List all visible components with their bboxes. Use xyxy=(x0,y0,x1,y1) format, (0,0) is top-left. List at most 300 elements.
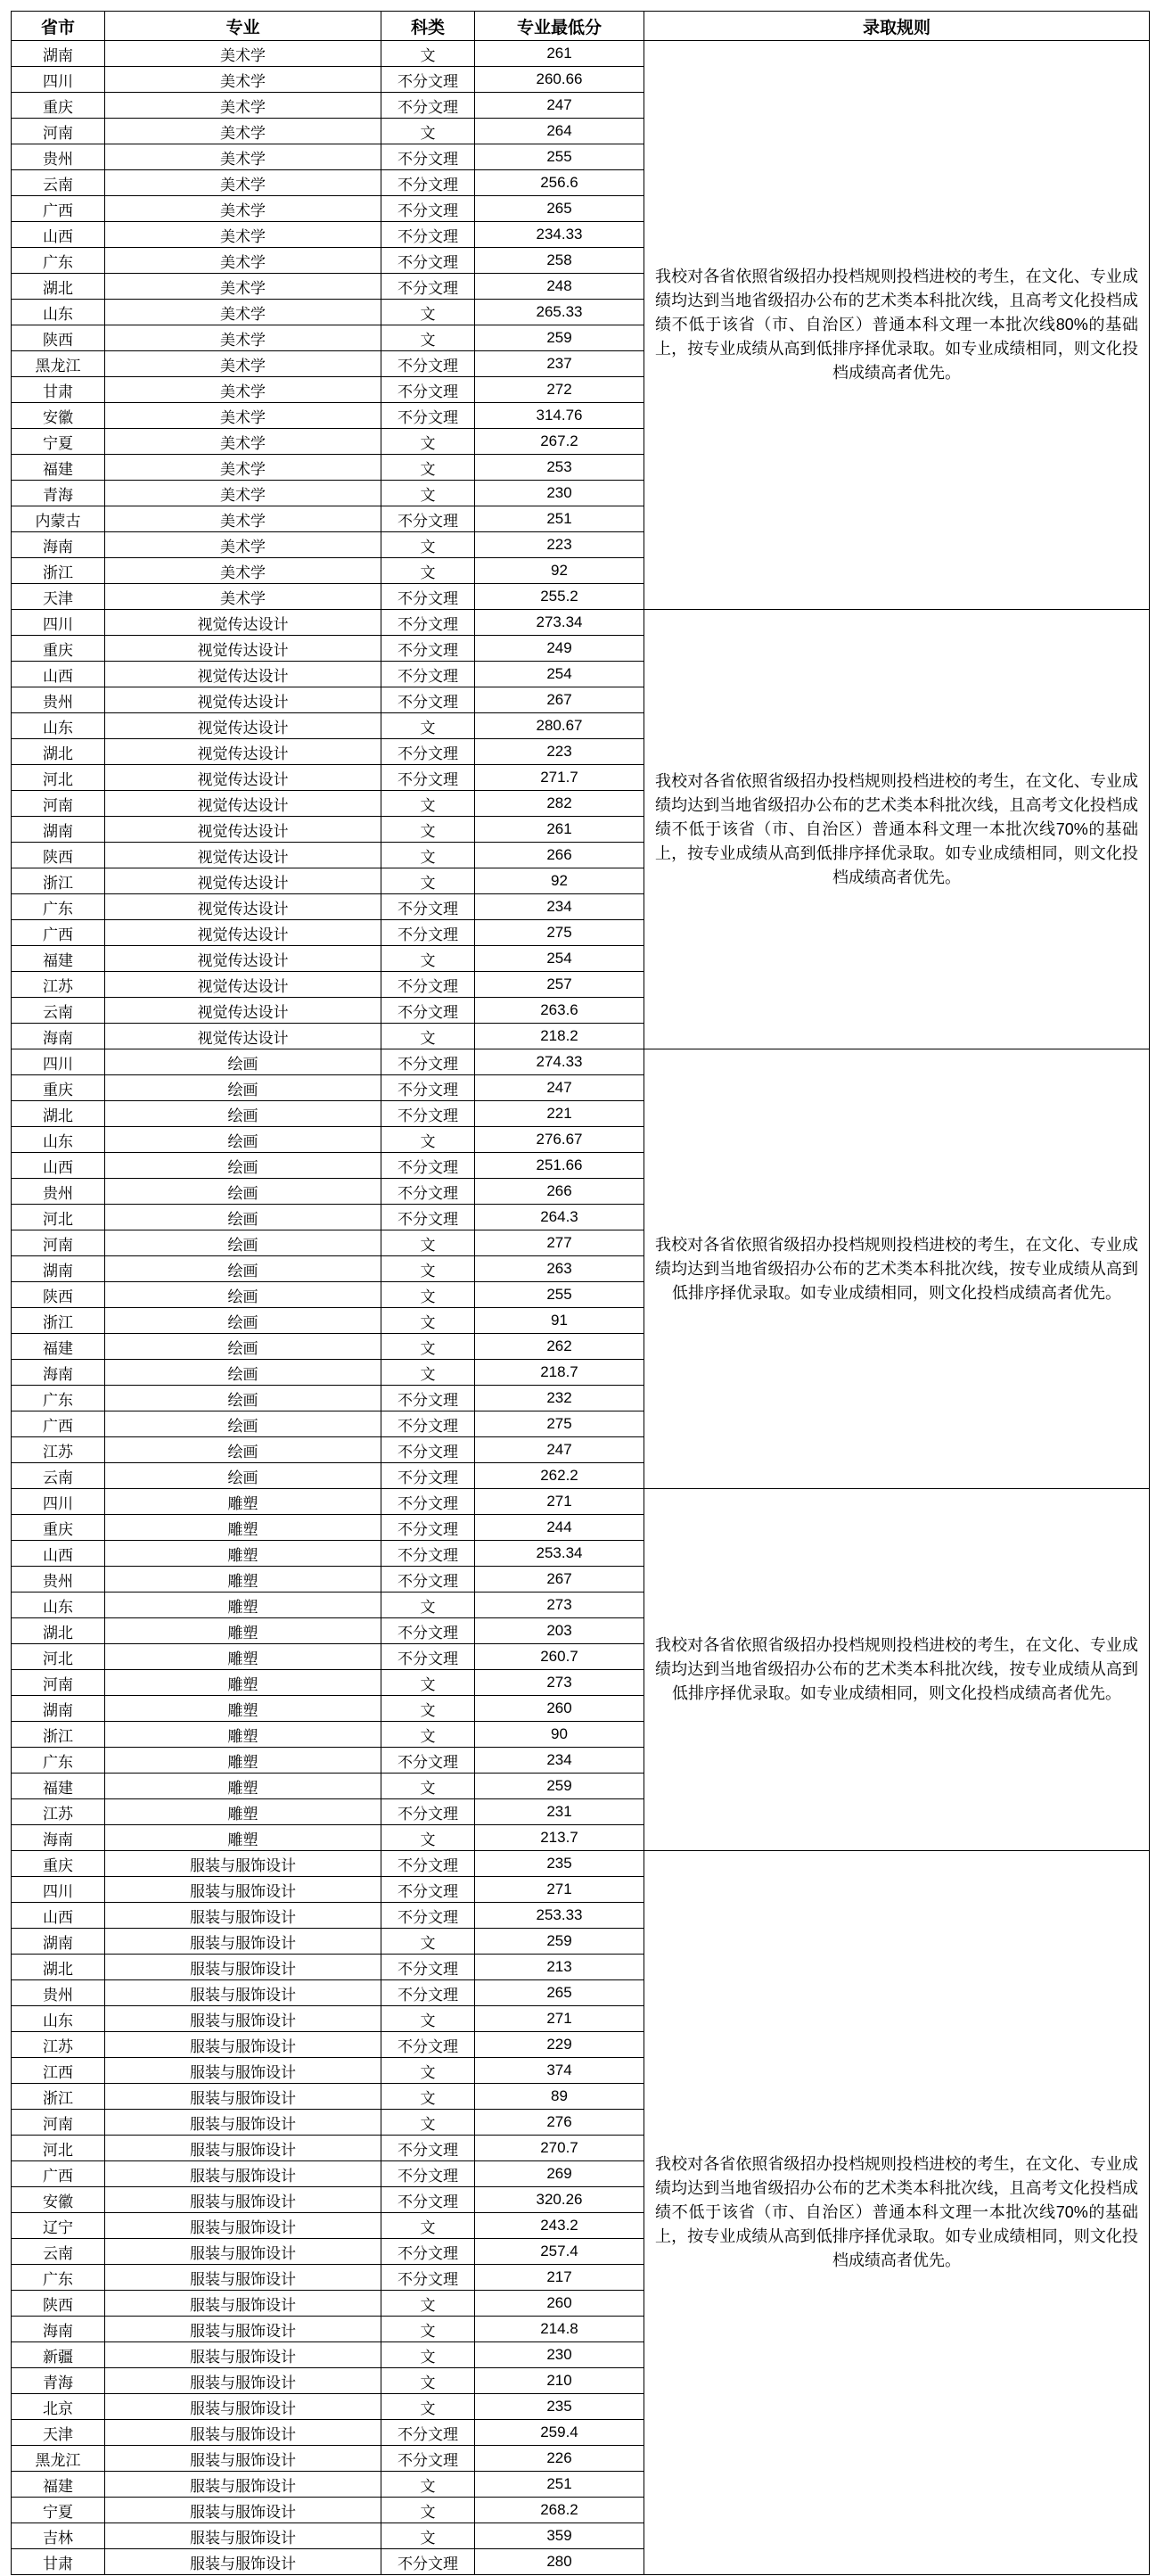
major-cell: 视觉传达设计 xyxy=(105,998,381,1024)
major-cell: 美术学 xyxy=(105,93,381,119)
major-cell: 绘画 xyxy=(105,1205,381,1230)
province-cell: 广东 xyxy=(12,2265,105,2291)
major-cell: 美术学 xyxy=(105,481,381,506)
score-cell: 255.2 xyxy=(475,584,644,610)
major-cell: 绘画 xyxy=(105,1360,381,1386)
major-cell: 绘画 xyxy=(105,1256,381,1282)
header-row xyxy=(12,12,1150,41)
province-cell: 江苏 xyxy=(12,1437,105,1463)
category-cell: 不分文理 xyxy=(381,1618,475,1644)
score-cell: 92 xyxy=(475,868,644,894)
major-cell: 绘画 xyxy=(105,1101,381,1127)
score-cell: 237 xyxy=(475,351,644,377)
score-cell: 259 xyxy=(475,325,644,351)
score-cell: 244 xyxy=(475,1515,644,1541)
major-cell: 美术学 xyxy=(105,196,381,222)
province-cell: 安徽 xyxy=(12,2187,105,2213)
score-cell: 270.7 xyxy=(475,2136,644,2161)
province-cell: 江苏 xyxy=(12,1799,105,1825)
admission-rule-cell: 我校对各省依照省级招办投档规则投档进校的考生，在文化、专业成绩均达到当地省级招办公布的艺术类本科批次线，且高考文化投档成绩不低于该省（市、自治区）普通本科文理一本批次线80%的基础上，按专业成绩从高到低排序择优录取。如专业成绩相同，则文化投档成绩高者优先。 xyxy=(644,41,1150,610)
major-cell: 美术学 xyxy=(105,403,381,429)
province-cell: 湖北 xyxy=(12,1955,105,1980)
score-cell: 259 xyxy=(475,1774,644,1799)
major-cell: 视觉传达设计 xyxy=(105,610,381,636)
category-cell: 文 xyxy=(381,1670,475,1696)
category-cell: 文 xyxy=(381,481,475,506)
province-cell: 山东 xyxy=(12,713,105,739)
province-cell: 海南 xyxy=(12,1360,105,1386)
score-cell: 91 xyxy=(475,1308,644,1334)
score-cell: 273 xyxy=(475,1670,644,1696)
major-cell: 绘画 xyxy=(105,1153,381,1179)
province-cell: 陕西 xyxy=(12,1282,105,1308)
score-cell: 267.2 xyxy=(475,429,644,455)
province-cell: 北京 xyxy=(12,2394,105,2420)
major-cell: 美术学 xyxy=(105,144,381,170)
major-cell: 服装与服饰设计 xyxy=(105,2472,381,2498)
score-cell: 269 xyxy=(475,2161,644,2187)
major-cell: 服装与服饰设计 xyxy=(105,2187,381,2213)
score-cell: 92 xyxy=(475,558,644,584)
category-cell: 不分文理 xyxy=(381,687,475,713)
major-cell: 视觉传达设计 xyxy=(105,713,381,739)
province-cell: 天津 xyxy=(12,2420,105,2446)
major-cell: 雕塑 xyxy=(105,1515,381,1541)
category-cell: 文 xyxy=(381,2006,475,2032)
major-cell: 绘画 xyxy=(105,1386,381,1411)
province-cell: 河北 xyxy=(12,1205,105,1230)
province-cell: 湖南 xyxy=(12,817,105,843)
major-cell: 绘画 xyxy=(105,1334,381,1360)
major-cell: 雕塑 xyxy=(105,1567,381,1593)
score-cell: 253 xyxy=(475,455,644,481)
category-cell: 不分文理 xyxy=(381,1463,475,1489)
category-cell: 文 xyxy=(381,1334,475,1360)
province-cell: 山东 xyxy=(12,2006,105,2032)
major-cell: 服装与服饰设计 xyxy=(105,2420,381,2446)
province-cell: 江苏 xyxy=(12,2032,105,2058)
major-cell: 雕塑 xyxy=(105,1825,381,1851)
province-cell: 河南 xyxy=(12,119,105,144)
major-cell: 服装与服饰设计 xyxy=(105,2136,381,2161)
score-cell: 282 xyxy=(475,791,644,817)
major-cell: 美术学 xyxy=(105,119,381,144)
major-cell: 服装与服饰设计 xyxy=(105,2342,381,2368)
province-cell: 山西 xyxy=(12,662,105,687)
category-cell: 不分文理 xyxy=(381,765,475,791)
province-cell: 甘肃 xyxy=(12,377,105,403)
category-cell: 不分文理 xyxy=(381,1955,475,1980)
province-cell: 海南 xyxy=(12,1825,105,1851)
province-cell: 广西 xyxy=(12,1411,105,1437)
province-cell: 福建 xyxy=(12,1334,105,1360)
category-cell: 不分文理 xyxy=(381,144,475,170)
major-cell: 视觉传达设计 xyxy=(105,868,381,894)
score-cell: 231 xyxy=(475,1799,644,1825)
category-cell: 不分文理 xyxy=(381,2032,475,2058)
score-cell: 271.7 xyxy=(475,765,644,791)
category-cell: 不分文理 xyxy=(381,1101,475,1127)
province-cell: 贵州 xyxy=(12,1567,105,1593)
major-cell: 服装与服饰设计 xyxy=(105,2032,381,2058)
category-cell: 文 xyxy=(381,532,475,558)
category-cell: 文 xyxy=(381,1360,475,1386)
province-cell: 湖北 xyxy=(12,1618,105,1644)
major-cell: 视觉传达设计 xyxy=(105,765,381,791)
major-cell: 服装与服饰设计 xyxy=(105,2394,381,2420)
major-cell: 服装与服饰设计 xyxy=(105,2549,381,2575)
province-cell: 陕西 xyxy=(12,843,105,868)
score-cell: 320.26 xyxy=(475,2187,644,2213)
major-cell: 美术学 xyxy=(105,429,381,455)
major-cell: 服装与服饰设计 xyxy=(105,1980,381,2006)
score-cell: 265 xyxy=(475,196,644,222)
category-cell: 不分文理 xyxy=(381,2239,475,2265)
category-cell: 不分文理 xyxy=(381,662,475,687)
major-cell: 视觉传达设计 xyxy=(105,946,381,972)
category-cell: 不分文理 xyxy=(381,920,475,946)
major-cell: 绘画 xyxy=(105,1437,381,1463)
table-header xyxy=(12,12,1150,41)
score-cell: 260 xyxy=(475,2291,644,2317)
major-cell: 美术学 xyxy=(105,41,381,67)
score-cell: 218.2 xyxy=(475,1024,644,1049)
category-cell: 不分文理 xyxy=(381,2161,475,2187)
province-cell: 山东 xyxy=(12,300,105,325)
province-cell: 河南 xyxy=(12,1670,105,1696)
major-cell: 雕塑 xyxy=(105,1541,381,1567)
category-cell: 不分文理 xyxy=(381,584,475,610)
province-cell: 陕西 xyxy=(12,325,105,351)
category-cell: 不分文理 xyxy=(381,1903,475,1929)
score-cell: 214.8 xyxy=(475,2317,644,2342)
category-cell: 不分文理 xyxy=(381,972,475,998)
col-header-min-score: 专业最低分 xyxy=(475,12,644,41)
category-cell: 文 xyxy=(381,2317,475,2342)
category-cell: 不分文理 xyxy=(381,2265,475,2291)
province-cell: 河南 xyxy=(12,2110,105,2136)
category-cell: 不分文理 xyxy=(381,1049,475,1075)
category-cell: 不分文理 xyxy=(381,2187,475,2213)
province-cell: 辽宁 xyxy=(12,2213,105,2239)
admission-rule-cell: 我校对各省依照省级招办投档规则投档进校的考生，在文化、专业成绩均达到当地省级招办公布的艺术类本科批次线，按专业成绩从高到低排序择优录取。如专业成绩相同，则文化投档成绩高者优先。 xyxy=(644,1489,1150,1851)
category-cell: 文 xyxy=(381,1127,475,1153)
table-row xyxy=(12,1851,1150,1877)
province-cell: 广西 xyxy=(12,920,105,946)
major-cell: 美术学 xyxy=(105,248,381,274)
major-cell: 美术学 xyxy=(105,170,381,196)
major-cell: 视觉传达设计 xyxy=(105,972,381,998)
category-cell: 文 xyxy=(381,1230,475,1256)
major-cell: 服装与服饰设计 xyxy=(105,2523,381,2549)
score-cell: 223 xyxy=(475,532,644,558)
major-cell: 雕塑 xyxy=(105,1644,381,1670)
major-cell: 雕塑 xyxy=(105,1774,381,1799)
score-cell: 262.2 xyxy=(475,1463,644,1489)
province-cell: 河南 xyxy=(12,1230,105,1256)
score-cell: 229 xyxy=(475,2032,644,2058)
province-cell: 云南 xyxy=(12,1463,105,1489)
score-cell: 234.33 xyxy=(475,222,644,248)
major-cell: 服装与服饰设计 xyxy=(105,2110,381,2136)
province-cell: 重庆 xyxy=(12,93,105,119)
score-cell: 275 xyxy=(475,1411,644,1437)
major-cell: 绘画 xyxy=(105,1049,381,1075)
category-cell: 不分文理 xyxy=(381,1799,475,1825)
major-cell: 服装与服饰设计 xyxy=(105,2498,381,2523)
score-cell: 218.7 xyxy=(475,1360,644,1386)
table-row xyxy=(12,610,1150,636)
category-cell: 文 xyxy=(381,2394,475,2420)
province-cell: 安徽 xyxy=(12,403,105,429)
major-cell: 美术学 xyxy=(105,325,381,351)
score-cell: 89 xyxy=(475,2084,644,2110)
score-cell: 259.4 xyxy=(475,2420,644,2446)
province-cell: 福建 xyxy=(12,946,105,972)
province-cell: 广西 xyxy=(12,196,105,222)
category-cell: 文 xyxy=(381,2058,475,2084)
category-cell: 不分文理 xyxy=(381,1541,475,1567)
province-cell: 福建 xyxy=(12,2472,105,2498)
score-cell: 247 xyxy=(475,1437,644,1463)
major-cell: 绘画 xyxy=(105,1282,381,1308)
category-cell: 不分文理 xyxy=(381,1153,475,1179)
province-cell: 海南 xyxy=(12,2317,105,2342)
category-cell: 文 xyxy=(381,1256,475,1282)
score-cell: 265 xyxy=(475,1980,644,2006)
major-cell: 绘画 xyxy=(105,1411,381,1437)
major-cell: 服装与服饰设计 xyxy=(105,2317,381,2342)
score-cell: 243.2 xyxy=(475,2213,644,2239)
table-row xyxy=(12,1489,1150,1515)
major-cell: 雕塑 xyxy=(105,1696,381,1722)
score-cell: 273.34 xyxy=(475,610,644,636)
category-cell: 不分文理 xyxy=(381,636,475,662)
province-cell: 浙江 xyxy=(12,1722,105,1748)
table-row xyxy=(12,41,1150,67)
category-cell: 不分文理 xyxy=(381,403,475,429)
category-cell: 不分文理 xyxy=(381,274,475,300)
score-cell: 249 xyxy=(475,636,644,662)
category-cell: 文 xyxy=(381,2368,475,2394)
score-cell: 260.7 xyxy=(475,1644,644,1670)
category-cell: 文 xyxy=(381,300,475,325)
score-cell: 213 xyxy=(475,1955,644,1980)
category-cell: 不分文理 xyxy=(381,248,475,274)
province-cell: 新疆 xyxy=(12,2342,105,2368)
major-cell: 绘画 xyxy=(105,1179,381,1205)
category-cell: 不分文理 xyxy=(381,2420,475,2446)
category-cell: 不分文理 xyxy=(381,739,475,765)
table-row xyxy=(12,1049,1150,1075)
score-cell: 275 xyxy=(475,920,644,946)
admission-scores-table xyxy=(11,11,1150,2575)
province-cell: 重庆 xyxy=(12,636,105,662)
category-cell: 文 xyxy=(381,1024,475,1049)
score-cell: 271 xyxy=(475,1877,644,1903)
province-cell: 青海 xyxy=(12,2368,105,2394)
major-cell: 服装与服饰设计 xyxy=(105,2213,381,2239)
col-header-major: 专业 xyxy=(105,12,381,41)
score-cell: 248 xyxy=(475,274,644,300)
province-cell: 四川 xyxy=(12,1877,105,1903)
province-cell: 贵州 xyxy=(12,687,105,713)
score-cell: 314.76 xyxy=(475,403,644,429)
score-cell: 264 xyxy=(475,119,644,144)
category-cell: 文 xyxy=(381,843,475,868)
score-cell: 230 xyxy=(475,2342,644,2368)
province-cell: 山西 xyxy=(12,1153,105,1179)
category-cell: 文 xyxy=(381,2084,475,2110)
province-cell: 云南 xyxy=(12,998,105,1024)
province-cell: 山西 xyxy=(12,222,105,248)
province-cell: 河北 xyxy=(12,1644,105,1670)
category-cell: 文 xyxy=(381,119,475,144)
category-cell: 不分文理 xyxy=(381,2136,475,2161)
col-header-admission-rule: 录取规则 xyxy=(644,12,1150,41)
category-cell: 不分文理 xyxy=(381,222,475,248)
category-cell: 不分文理 xyxy=(381,2446,475,2472)
province-cell: 贵州 xyxy=(12,1980,105,2006)
province-cell: 湖北 xyxy=(12,739,105,765)
score-cell: 255 xyxy=(475,144,644,170)
major-cell: 美术学 xyxy=(105,532,381,558)
major-cell: 绘画 xyxy=(105,1075,381,1101)
major-cell: 雕塑 xyxy=(105,1489,381,1515)
province-cell: 宁夏 xyxy=(12,2498,105,2523)
major-cell: 美术学 xyxy=(105,351,381,377)
category-cell: 不分文理 xyxy=(381,1851,475,1877)
major-cell: 服装与服饰设计 xyxy=(105,2368,381,2394)
province-cell: 重庆 xyxy=(12,1075,105,1101)
major-cell: 服装与服饰设计 xyxy=(105,1903,381,1929)
province-cell: 重庆 xyxy=(12,1515,105,1541)
major-cell: 雕塑 xyxy=(105,1593,381,1618)
major-cell: 雕塑 xyxy=(105,1722,381,1748)
score-cell: 257 xyxy=(475,972,644,998)
major-cell: 美术学 xyxy=(105,300,381,325)
score-cell: 263 xyxy=(475,1256,644,1282)
province-cell: 山西 xyxy=(12,1903,105,1929)
province-cell: 浙江 xyxy=(12,868,105,894)
category-cell: 文 xyxy=(381,558,475,584)
major-cell: 服装与服饰设计 xyxy=(105,2239,381,2265)
major-cell: 视觉传达设计 xyxy=(105,687,381,713)
province-cell: 四川 xyxy=(12,1049,105,1075)
major-cell: 视觉传达设计 xyxy=(105,1024,381,1049)
major-cell: 美术学 xyxy=(105,222,381,248)
major-cell: 绘画 xyxy=(105,1308,381,1334)
score-cell: 251.66 xyxy=(475,1153,644,1179)
province-cell: 湖北 xyxy=(12,274,105,300)
major-cell: 服装与服饰设计 xyxy=(105,1955,381,1980)
score-cell: 268.2 xyxy=(475,2498,644,2523)
major-cell: 服装与服饰设计 xyxy=(105,1929,381,1955)
score-cell: 272 xyxy=(475,377,644,403)
major-cell: 视觉传达设计 xyxy=(105,817,381,843)
category-cell: 不分文理 xyxy=(381,1515,475,1541)
score-cell: 359 xyxy=(475,2523,644,2549)
score-cell: 234 xyxy=(475,894,644,920)
province-cell: 青海 xyxy=(12,481,105,506)
province-cell: 山西 xyxy=(12,1541,105,1567)
category-cell: 不分文理 xyxy=(381,351,475,377)
category-cell: 文 xyxy=(381,817,475,843)
province-cell: 甘肃 xyxy=(12,2549,105,2575)
category-cell: 不分文理 xyxy=(381,1179,475,1205)
province-cell: 浙江 xyxy=(12,1308,105,1334)
table-body xyxy=(12,41,1150,2575)
major-cell: 美术学 xyxy=(105,67,381,93)
category-cell: 文 xyxy=(381,1308,475,1334)
province-cell: 湖南 xyxy=(12,1256,105,1282)
score-cell: 253.34 xyxy=(475,1541,644,1567)
col-header-category: 科类 xyxy=(381,12,475,41)
score-cell: 256.6 xyxy=(475,170,644,196)
score-cell: 253.33 xyxy=(475,1903,644,1929)
major-cell: 雕塑 xyxy=(105,1618,381,1644)
province-cell: 海南 xyxy=(12,1024,105,1049)
score-cell: 234 xyxy=(475,1748,644,1774)
score-cell: 262 xyxy=(475,1334,644,1360)
major-cell: 美术学 xyxy=(105,377,381,403)
score-cell: 261 xyxy=(475,41,644,67)
major-cell: 视觉传达设计 xyxy=(105,791,381,817)
major-cell: 美术学 xyxy=(105,455,381,481)
province-cell: 江苏 xyxy=(12,972,105,998)
province-cell: 吉林 xyxy=(12,2523,105,2549)
category-cell: 不分文理 xyxy=(381,1075,475,1101)
province-cell: 浙江 xyxy=(12,2084,105,2110)
col-header-province: 省市 xyxy=(12,12,105,41)
province-cell: 山东 xyxy=(12,1127,105,1153)
score-cell: 276 xyxy=(475,2110,644,2136)
province-cell: 云南 xyxy=(12,170,105,196)
score-cell: 254 xyxy=(475,662,644,687)
province-cell: 海南 xyxy=(12,532,105,558)
category-cell: 文 xyxy=(381,1593,475,1618)
major-cell: 视觉传达设计 xyxy=(105,739,381,765)
category-cell: 文 xyxy=(381,2291,475,2317)
province-cell: 江西 xyxy=(12,2058,105,2084)
category-cell: 文 xyxy=(381,41,475,67)
score-cell: 260.66 xyxy=(475,67,644,93)
score-cell: 374 xyxy=(475,2058,644,2084)
category-cell: 不分文理 xyxy=(381,93,475,119)
province-cell: 河北 xyxy=(12,2136,105,2161)
score-cell: 235 xyxy=(475,1851,644,1877)
category-cell: 文 xyxy=(381,455,475,481)
major-cell: 绘画 xyxy=(105,1463,381,1489)
province-cell: 湖南 xyxy=(12,1696,105,1722)
category-cell: 不分文理 xyxy=(381,1980,475,2006)
category-cell: 不分文理 xyxy=(381,610,475,636)
province-cell: 黑龙江 xyxy=(12,351,105,377)
major-cell: 服装与服饰设计 xyxy=(105,2446,381,2472)
score-cell: 266 xyxy=(475,843,644,868)
score-cell: 263.6 xyxy=(475,998,644,1024)
category-cell: 文 xyxy=(381,1774,475,1799)
score-cell: 232 xyxy=(475,1386,644,1411)
province-cell: 湖南 xyxy=(12,41,105,67)
score-cell: 247 xyxy=(475,93,644,119)
category-cell: 文 xyxy=(381,868,475,894)
score-cell: 223 xyxy=(475,739,644,765)
score-cell: 260 xyxy=(475,1696,644,1722)
score-cell: 264.3 xyxy=(475,1205,644,1230)
province-cell: 福建 xyxy=(12,1774,105,1799)
category-cell: 文 xyxy=(381,2342,475,2368)
